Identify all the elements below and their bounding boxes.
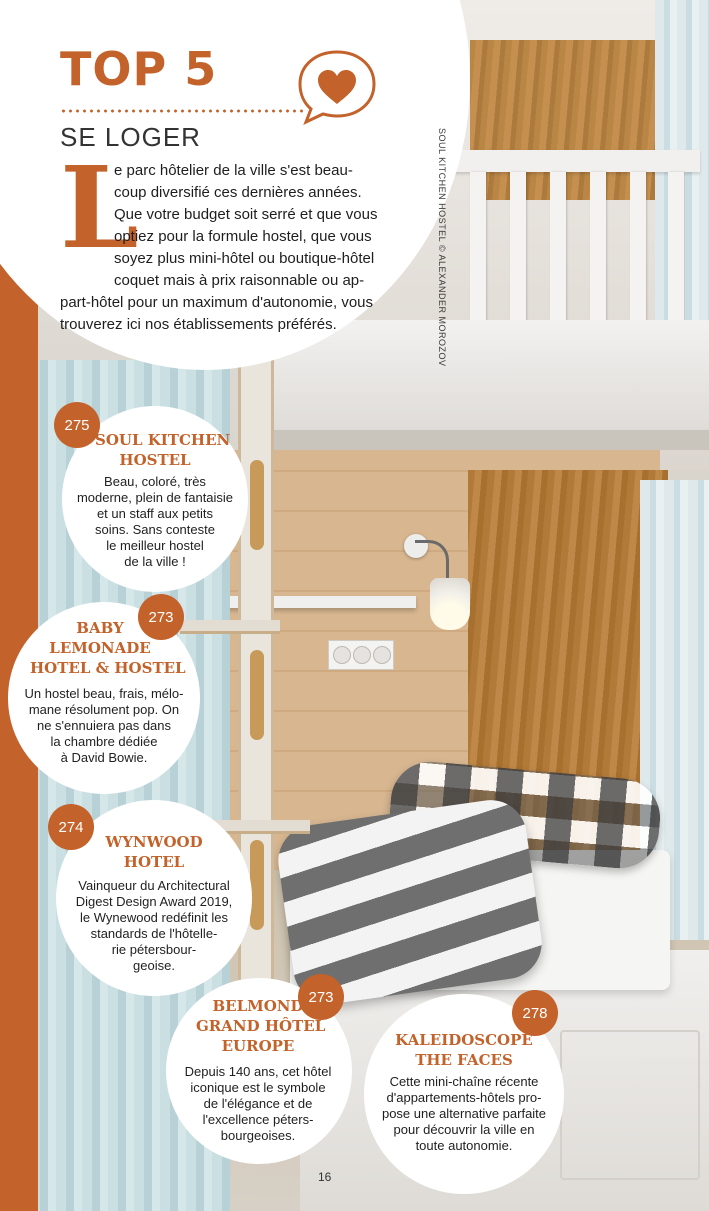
photo-slat — [470, 172, 486, 322]
hotel-description: Depuis 140 ans, cet hôtel iconique est le symbole de l'élégance et de l'excellence péters- bourgeoises. — [184, 1064, 332, 1143]
photo-lamp-head — [430, 578, 470, 630]
intro-line: coquet mais à prix raisonnable ou ap- — [114, 272, 365, 289]
photo-power-sockets — [328, 640, 394, 670]
hotel-number-badge: 275 — [54, 402, 100, 448]
intro-line: trouverez ici nos établissements préférés. — [60, 316, 337, 333]
photo-bunk-rail — [430, 150, 700, 172]
intro-line: e parc hôtelier de la ville s'est beau- — [114, 162, 353, 179]
intro-line: soyez plus mini-hôtel ou boutique-hôtel — [114, 250, 375, 267]
hotel-number-badge: 273 — [138, 594, 184, 640]
page-number: 16 — [318, 1170, 332, 1184]
photo-ladder-slot — [250, 840, 264, 930]
photo-slat — [510, 172, 526, 322]
intro-line: optiez pour la formule hostel, que vous — [114, 228, 372, 245]
photo-ladder-slot — [250, 650, 264, 740]
photo-bed-drawer — [560, 1030, 700, 1180]
hotel-name: BABY LEMONADE HOTEL & HOSTEL — [30, 619, 186, 677]
hotel-name: BELMOND GRAND HÔTEL EUROPE — [196, 997, 326, 1055]
hotel-description: Un hostel beau, frais, mélo- mane résolument pop. On ne s'ennuiera pas dans la chambre dédiée à David Bowie. — [24, 686, 184, 765]
heart-speech-bubble-icon — [296, 48, 378, 126]
header — [0, 0, 460, 380]
photo-socket — [353, 646, 371, 664]
section-subtitle: SE LOGER — [60, 122, 201, 152]
hotel-name: KALEIDOSCOPE THE FACES — [395, 1031, 533, 1069]
photo-slat — [630, 172, 646, 322]
page-title: TOP 5 — [60, 42, 218, 96]
photo-upper-bunk-shadow — [250, 430, 709, 450]
hotel-number-badge: 273 — [298, 974, 344, 1020]
hotel-description: Cette mini-chaîne récente d'appartements-hôtels pro- pose une alternative parfaite pour découvrir la ville en toute autonomie. — [381, 1074, 547, 1153]
photo-credit: SOUL KITCHEN HOSTEL © ALEXANDER MOROZOV — [437, 128, 447, 367]
photo-ladder-slot — [250, 460, 264, 550]
intro-line: Que votre budget soit serré et que vous — [114, 206, 378, 223]
intro-line: part-hôtel pour un maximum d'autonomie, vous — [60, 294, 374, 311]
drop-cap: L — [60, 143, 139, 274]
photo-ladder-step — [180, 620, 280, 634]
hotel-description: Vainqueur du Architectural Digest Design Award 2019, le Wynewood redéfinit les standards de l'hôtelle- rie pétersbour- geoise. — [75, 878, 233, 973]
hotel-name: WYNWOOD HOTEL — [105, 833, 203, 871]
dotted-divider — [60, 109, 304, 113]
intro-line: coup diversifié ces dernières années. — [114, 184, 362, 201]
hotel-number-badge: 274 — [48, 804, 94, 850]
photo-socket — [333, 646, 351, 664]
hotel-name: SOUL KITCHEN HOSTEL — [95, 431, 231, 469]
photo-slat — [590, 172, 606, 322]
hotel-description: Beau, coloré, très moderne, plein de fantaisie et un staff aux petits soins. Sans conteste le meilleur hostel de la ville ! — [76, 474, 234, 569]
photo-slat — [550, 172, 566, 322]
photo-socket — [373, 646, 391, 664]
photo-slat — [668, 172, 684, 322]
hotel-number-badge: 278 — [512, 990, 558, 1036]
